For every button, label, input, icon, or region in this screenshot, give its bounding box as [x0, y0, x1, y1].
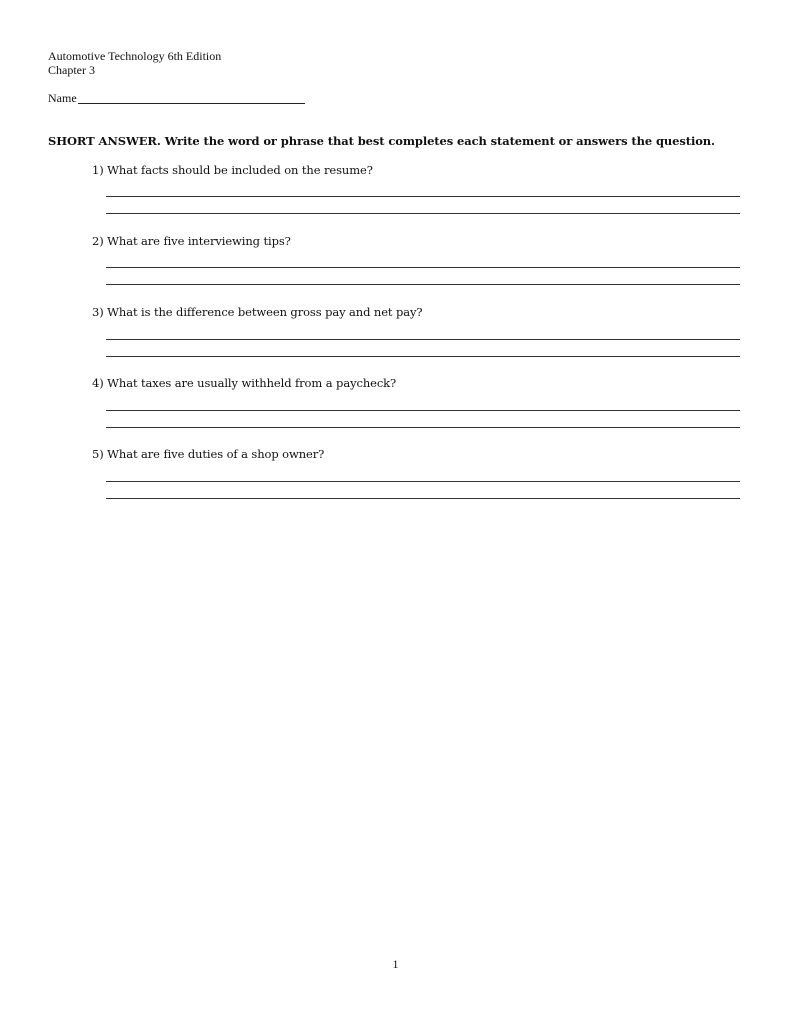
course-title: Automotive Technology 6th Edition — [48, 49, 222, 63]
question-5 — [92, 447, 324, 461]
question-number: 3) — [92, 305, 104, 319]
name-input-line[interactable] — [78, 103, 305, 104]
answer-line-5a[interactable] — [106, 481, 740, 482]
question-2 — [92, 234, 291, 248]
question-text: What are five duties of a shop owner? — [107, 447, 325, 461]
question-number: 2) — [92, 234, 104, 248]
name-label: Name — [48, 91, 77, 105]
question-text: What is the difference between gross pay and net pay? — [107, 305, 423, 319]
question-number: 4) — [92, 376, 104, 390]
question-1 — [92, 163, 373, 177]
answer-line-1b[interactable] — [106, 213, 740, 214]
question-number: 5) — [92, 447, 104, 461]
question-text: What taxes are usually withheld from a paycheck? — [107, 376, 397, 390]
question-4 — [92, 376, 396, 390]
chapter-label: Chapter 3 — [48, 63, 95, 77]
answer-line-3a[interactable] — [106, 339, 740, 340]
answer-line-2a[interactable] — [106, 267, 740, 268]
question-number: 1) — [92, 163, 104, 177]
answer-line-4a[interactable] — [106, 410, 740, 411]
question-text: What are five interviewing tips? — [107, 234, 291, 248]
question-text: What facts should be included on the resume? — [107, 163, 373, 177]
answer-line-4b[interactable] — [106, 427, 740, 428]
section-instructions: SHORT ANSWER. Write the word or phrase that best completes each statement or answers the question. — [48, 134, 715, 148]
answer-line-5b[interactable] — [106, 498, 740, 499]
answer-line-3b[interactable] — [106, 356, 740, 357]
answer-line-1a[interactable] — [106, 196, 740, 197]
answer-line-2b[interactable] — [106, 284, 740, 285]
page-number: 1 — [392, 957, 399, 971]
question-3 — [92, 305, 423, 319]
